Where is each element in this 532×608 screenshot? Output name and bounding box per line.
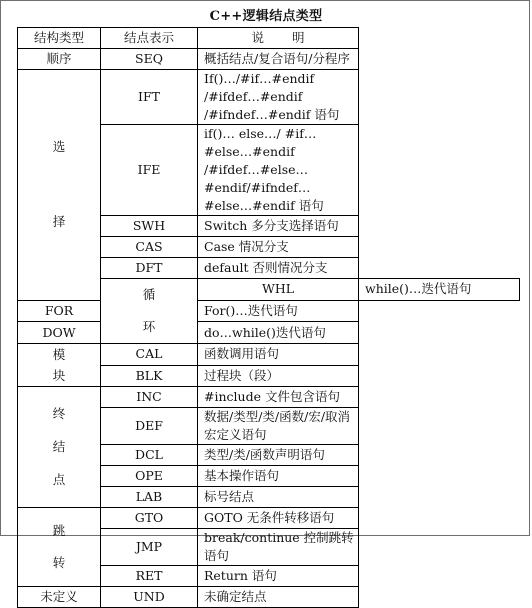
table-title: C++逻辑结点类型 bbox=[209, 9, 323, 24]
node-type-table bbox=[17, 27, 520, 608]
node-code: INC bbox=[101, 387, 198, 408]
table-row bbox=[18, 587, 520, 608]
node-description: if()… else…/ #if…#else…#endif /#ifdef…#else…#endif/#ifndef…#else…#endif 语句 bbox=[198, 125, 359, 216]
category-undefined bbox=[18, 587, 101, 608]
category-label: 结 bbox=[52, 438, 66, 454]
table-row bbox=[18, 322, 520, 344]
header-code: 结点表示 bbox=[101, 28, 198, 49]
node-code: SEQ bbox=[101, 49, 198, 70]
category-selection bbox=[18, 70, 101, 301]
node-description: 函数调用语句 bbox=[198, 344, 359, 366]
table-row bbox=[18, 344, 520, 366]
node-description: 未确定结点 bbox=[198, 587, 359, 608]
table-row bbox=[18, 70, 520, 125]
node-code: IFE bbox=[101, 125, 198, 216]
category-label: 循 bbox=[142, 287, 156, 302]
node-description: For()…迭代语句 bbox=[198, 300, 359, 322]
category-label: 择 bbox=[52, 214, 66, 230]
node-code: DCL bbox=[101, 445, 198, 466]
category-label: 未定义 bbox=[40, 589, 78, 604]
category-label: 环 bbox=[142, 319, 156, 334]
category-terminal-node bbox=[18, 387, 101, 508]
category-label: 顺序 bbox=[46, 51, 72, 66]
node-description: default 否则情况分支 bbox=[198, 258, 359, 279]
category-label: 点 bbox=[52, 472, 66, 488]
node-code: DEF bbox=[101, 408, 198, 445]
node-code: CAL bbox=[101, 344, 198, 366]
node-code: GTO bbox=[101, 508, 198, 529]
table-row bbox=[18, 300, 520, 322]
category-module bbox=[18, 344, 101, 387]
node-code: WHL bbox=[198, 279, 359, 301]
header-category: 结构类型 bbox=[18, 28, 101, 49]
node-description: while()…迭代语句 bbox=[359, 279, 520, 301]
node-code: CAS bbox=[101, 237, 198, 258]
node-code: FOR bbox=[18, 300, 101, 322]
node-code: BLK bbox=[101, 365, 198, 387]
category-jump bbox=[18, 508, 101, 587]
node-code: DOW bbox=[18, 322, 101, 344]
category-sequence bbox=[18, 49, 101, 70]
category-label: 模 bbox=[52, 346, 66, 362]
node-description: 概括结点/复合语句/分程序 bbox=[198, 49, 359, 70]
node-description: 标号结点 bbox=[198, 487, 359, 508]
category-label: 选 bbox=[52, 139, 66, 155]
header-description: 说明 bbox=[198, 28, 359, 49]
category-label: 终 bbox=[52, 405, 66, 421]
header-row bbox=[18, 28, 520, 49]
node-description: break/continue 控制跳转语句 bbox=[198, 529, 359, 566]
node-code: LAB bbox=[101, 487, 198, 508]
node-code: SWH bbox=[101, 216, 198, 237]
table-row bbox=[18, 387, 520, 408]
node-code: UND bbox=[101, 587, 198, 608]
node-code: OPE bbox=[101, 466, 198, 487]
node-description: Return 语句 bbox=[198, 566, 359, 587]
node-description: 过程块（段） bbox=[198, 365, 359, 387]
table-row bbox=[18, 508, 520, 529]
category-label: 跳 bbox=[52, 523, 66, 538]
node-description: 类型/类/函数声明语句 bbox=[198, 445, 359, 466]
node-description: If()…/#if…#endif /#ifdef…#endif /#ifndef…#endif 语句 bbox=[198, 70, 359, 125]
category-loop bbox=[101, 279, 198, 344]
node-description: Case 情况分支 bbox=[198, 237, 359, 258]
node-description: GOTO 无条件转移语句 bbox=[198, 508, 359, 529]
node-description: do…while()迭代语句 bbox=[198, 322, 359, 344]
node-code: RET bbox=[101, 566, 198, 587]
node-code: DFT bbox=[101, 258, 198, 279]
node-description: #include 文件包含语句 bbox=[198, 387, 359, 408]
node-description: Switch 多分支选择语句 bbox=[198, 216, 359, 237]
node-description: 基本操作语句 bbox=[198, 466, 359, 487]
category-label: 块 bbox=[52, 367, 66, 383]
node-code: JMP bbox=[101, 529, 198, 566]
node-description: 数据/类型/类/函数/宏/取消宏定义语句 bbox=[198, 408, 359, 445]
table-row bbox=[18, 49, 520, 70]
category-label: 转 bbox=[52, 555, 66, 570]
node-code: IFT bbox=[101, 70, 198, 125]
